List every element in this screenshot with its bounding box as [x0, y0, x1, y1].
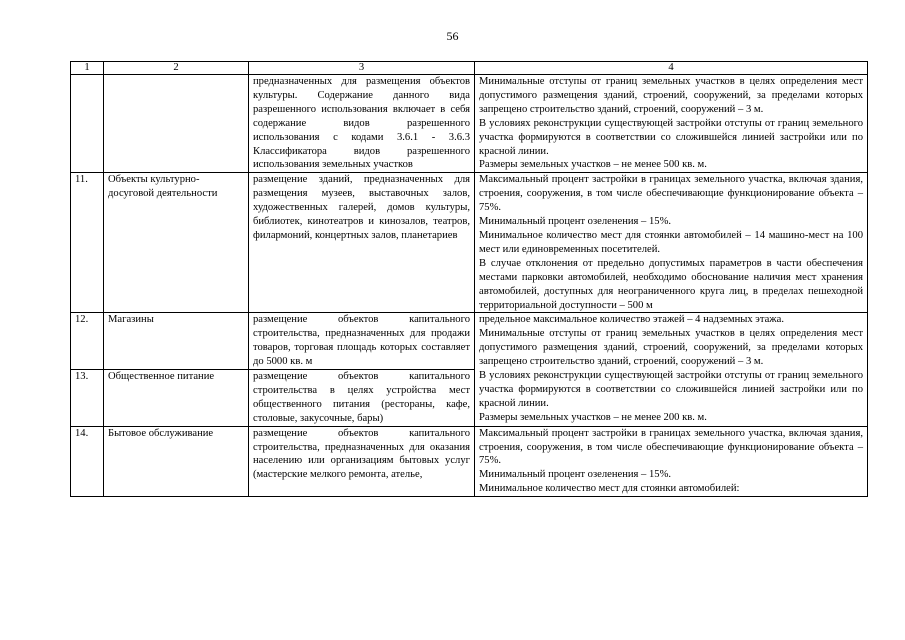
use-type-description — [249, 370, 475, 427]
parameter-text: В условиях реконструкции существующей застройки отступы от границ земельного участка формируются в соответствии со сложившейся линией застройки или по красной линии. — [479, 370, 863, 409]
parameter-text: Максимальный процент застройки в границах земельного участка, включая здания, строения, сооружения, в том числе обеспечивающие функционирование объекта – 75%. — [479, 427, 863, 467]
use-type-name: Объекты культурно-досуговой деятельности — [104, 173, 249, 313]
description-text: размещение объектов капитального строительства, предназначенных для продажи товаров, торговая площадь которых составляет до 5000 кв. м — [253, 314, 470, 368]
parameter-text: Размеры земельных участков – не менее 500 кв. м. — [479, 159, 707, 171]
use-type-name: Магазины — [104, 313, 249, 370]
column-header: 1 — [71, 62, 104, 75]
row-number: 14. — [71, 426, 104, 497]
use-type-description — [249, 75, 475, 173]
parameter-text: Максимальный процент застройки в границах земельного участка, включая здания, строения, сооружения, в том числе обеспечивающие функционирование объекта – 75%. — [479, 174, 863, 214]
page-number: 56 — [446, 29, 459, 43]
parameter-text: Минимальный процент озеленения – 15%. — [479, 216, 672, 228]
parameter-text: предельное максимальное количество этажей – 4 надземных этажа. — [479, 314, 784, 326]
table-row — [71, 426, 868, 497]
description-text: размещение объектов капитального строительства, предназначенных для оказания населению или организациям бытовых услуг (мастерские мелкого ремонта, ателье, — [253, 427, 470, 481]
row-number: 12. — [71, 313, 104, 370]
table-row — [71, 313, 868, 370]
column-header: 4 — [475, 62, 868, 75]
description-text: размещение объектов капитального строительства в целях устройства мест общественного питания (рестораны, кафе, столовые, закусочные, бары) — [253, 371, 470, 424]
description-text: размещение зданий, предназначенных для размещения музеев, выставочных залов, художественных галерей, домов культуры, библиотек, кинотеатров и кинозалов, театров, филармоний, концертных залов, планетариев — [253, 174, 470, 241]
parameter-text: Минимальное количество мест для стоянки автомобилей: — [479, 483, 740, 495]
use-type-name: Бытовое обслуживание — [104, 426, 249, 497]
description-text: предназначенных для размещения объектов культуры. Содержание данного вида разрешенного использования включает в себя содержание видов разрешенного использования с кодами 3.6.1 - 3.6.3 Классификатора видов разрешенного использования земельных участков — [253, 76, 470, 171]
zoning-table — [70, 61, 868, 497]
table-row — [71, 75, 868, 173]
row-number: 13. — [71, 370, 104, 427]
row-number — [71, 75, 104, 173]
use-type-description — [249, 173, 475, 313]
use-type-name: Общественное питание — [104, 370, 249, 427]
column-header: 3 — [249, 62, 475, 75]
parameters-cell — [475, 426, 868, 497]
parameter-text: В случае отклонения от предельно допустимых параметров в части обеспечения местами парковки автомобилей, необходимо обоснование наличия мест хранения автомобилей, доступных для неограниченного круга лиц, в пределах пешеходной территориальной доступности – 500 м — [479, 257, 863, 311]
parameters-cell — [475, 75, 868, 173]
use-type-description — [249, 426, 475, 497]
parameter-text: Минимальные отступы от границ земельных участков в целях определения мест допустимого размещения зданий, строений, сооружений, за пределами которых запрещено строительство зданий, строений, сооружений – 3 м. — [479, 328, 863, 368]
parameter-text: В условиях реконструкции существующей застройки отступы от границ земельного участка формируются в соответствии со сложившейся линией застройки или по красной линии. — [479, 117, 863, 157]
parameter-text: Минимальное количество мест для стоянки автомобилей – 14 машино-мест на 100 мест или единовременных посетителей. — [479, 229, 863, 255]
use-type-description — [249, 313, 475, 370]
parameter-text: Размеры земельных участков – не менее 200 кв. м. — [479, 411, 707, 423]
row-number: 11. — [71, 173, 104, 313]
use-type-name — [104, 75, 249, 173]
parameters-cell — [475, 313, 868, 426]
table-row — [71, 173, 868, 313]
column-number-row — [71, 62, 868, 75]
column-header: 2 — [104, 62, 249, 75]
parameter-text: Минимальные отступы от границ земельных участков в целях определения мест допустимого размещения зданий, строений, сооружений, за пределами которых запрещено строительство зданий, строений, сооружений – 3 м. — [479, 76, 863, 115]
parameters-cell — [475, 173, 868, 313]
parameter-text: Минимальный процент озеленения – 15%. — [479, 469, 672, 481]
